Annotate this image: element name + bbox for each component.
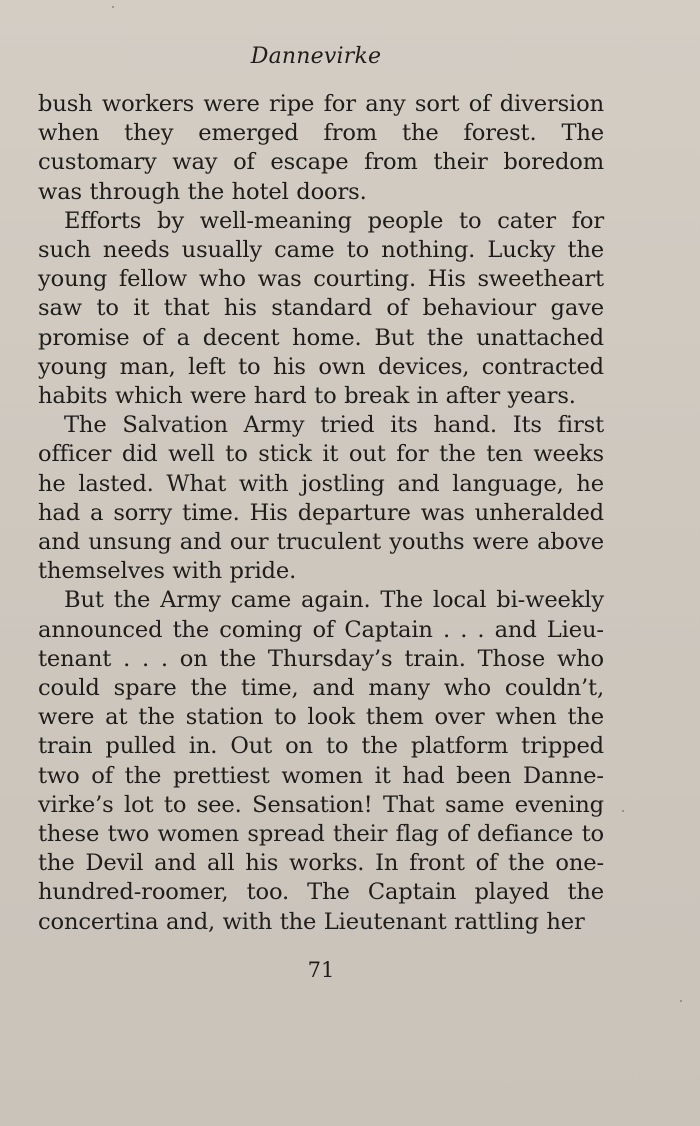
paper-speck [622,810,624,812]
page-number: 71 [307,958,335,982]
paragraph-4: But the Army came again. The local bi-weekly announced the coming of Captain . . . and Lieutenant . . . on the Thursday’s train. Those who could spare the time, and many who couldn’t, were at the station to look them over when the train pulled in. Out on to the platform tripped two of the prettiest women it had been Dannevirke’s lot to see. Sensation! That same evening these two women spread their flag of defiance to the Devil and all his works. In front of the one-hundred-roomer, too. The Captain played the concertina and, with the Lieutenant rattling her [38,587,604,935]
paragraph-3: The Salvation Army tried its hand. Its first officer did well to stick it out for the ten weeks he lasted. What with jostling and language, he had a sorry time. His departure was unheralded and unsung and our truculent youths were above themselves with pride. [38,412,604,585]
running-head: Dannevirke [250,44,382,69]
body-text [38,90,604,937]
paper-speck [112,6,114,8]
paragraph-2: Efforts by well-meaning people to cater for such needs usually came to nothing. Lucky the young fellow who was courting. His sweetheart saw to it that his standard of behaviour gave promise of a decent home. But the unattached young man, left to his own devices, contracted habits which were hard to break in after years. [38,207,604,410]
paragraph-1: bush workers were ripe for any sort of diversion when they emerged from the forest. The customary way of escape from their boredom was through the hotel doors. [38,91,604,205]
paper-speck [680,1000,682,1002]
